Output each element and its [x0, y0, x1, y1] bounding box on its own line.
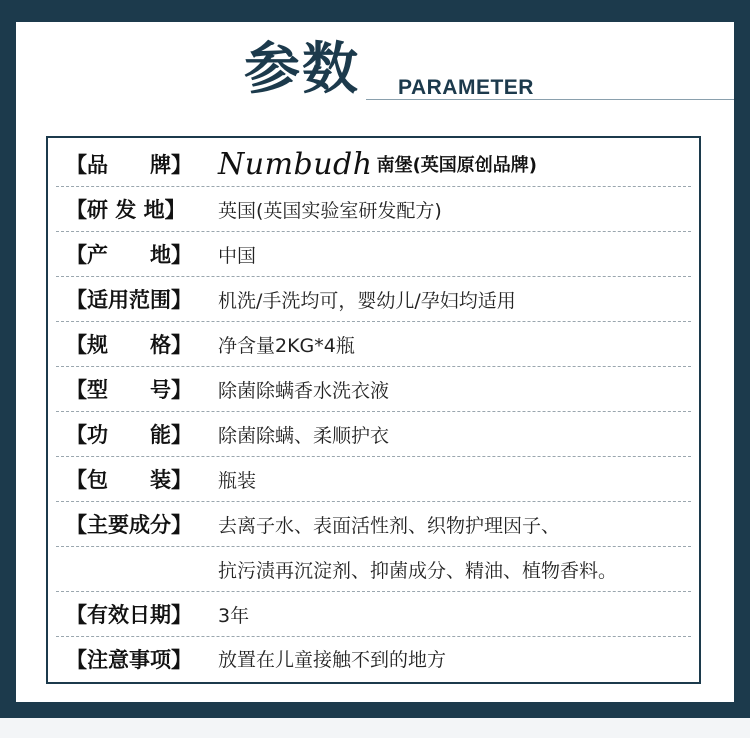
row-label: 【适用范围】 [66, 288, 192, 312]
row-label: 【注意事项】 [66, 647, 192, 672]
row-label: 【规 格】 [66, 333, 192, 357]
row-label: 【型 号】 [66, 378, 192, 402]
table-row [56, 592, 691, 637]
table-row [56, 367, 691, 412]
row-label: 【品 牌】 [66, 153, 192, 177]
row-label: 【研 发 地】 [66, 198, 186, 222]
table-row [56, 457, 691, 502]
title-divider [366, 99, 734, 100]
page-subtitle: PARAMETER [398, 76, 534, 99]
row-value: 中国 [218, 244, 257, 267]
row-value: 去离子水、表面活性剂、织物护理因子、 [218, 514, 561, 537]
row-label: 【功 能】 [66, 423, 192, 447]
table-row [56, 322, 691, 367]
page-title: 参数 [244, 37, 360, 102]
row-value: 英国(英国实验室研发配方) [218, 199, 442, 222]
table-row [56, 547, 691, 592]
row-value: 净含量2KG*4瓶 [218, 334, 355, 357]
table-row [56, 412, 691, 457]
row-value: 机洗/手洗均可，婴幼儿/孕妇均适用 [218, 289, 516, 312]
table-row [56, 187, 691, 232]
row-label: 【有效日期】 [66, 603, 192, 627]
table-row [56, 502, 691, 547]
table-row-brand [56, 142, 691, 187]
row-value: 南堡(英国原创品牌) [376, 155, 538, 176]
row-value: 放置在儿童接触不到的地方 [218, 649, 447, 671]
content-panel [16, 22, 734, 702]
parameter-table [46, 136, 701, 684]
row-value: 3年 [218, 604, 250, 627]
row-value: 除菌除螨、柔顺护衣 [218, 424, 390, 447]
table-row [56, 277, 691, 322]
row-value: 瓶装 [218, 469, 257, 492]
row-value: 除菌除螨香水洗衣液 [218, 379, 390, 402]
row-label: 【产 地】 [66, 243, 192, 267]
row-value: 抗污渍再沉淀剂、抑菌成分、精油、植物香料。 [218, 559, 618, 582]
row-label: 【包 装】 [66, 468, 192, 492]
table-row [56, 232, 691, 277]
row-label: 【主要成分】 [66, 513, 192, 537]
brand-logo-text: Numbudh [218, 146, 373, 182]
table-row [56, 637, 691, 680]
